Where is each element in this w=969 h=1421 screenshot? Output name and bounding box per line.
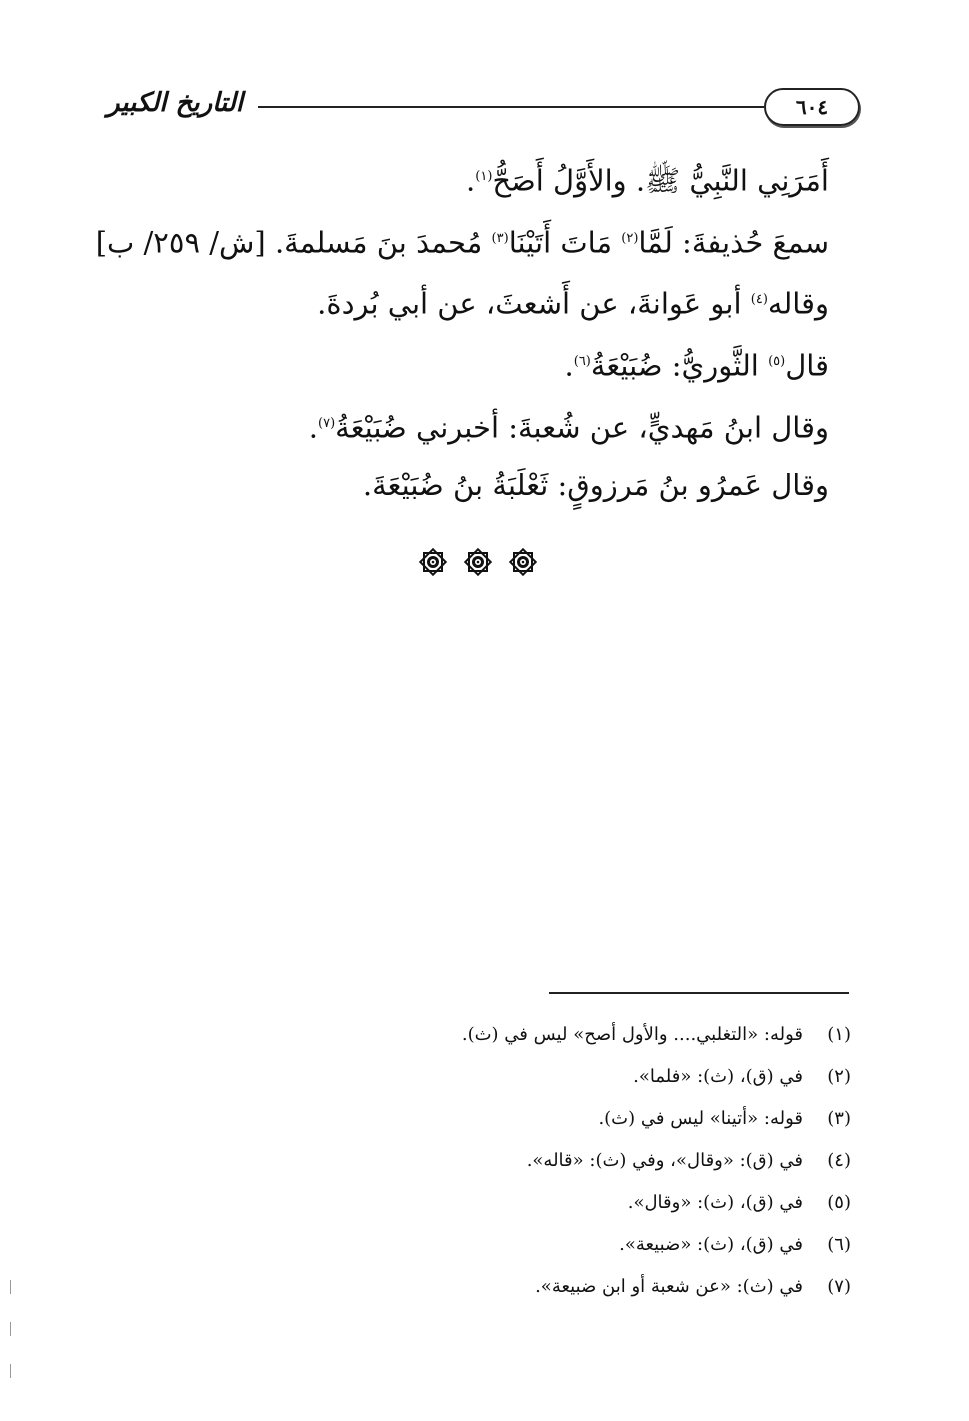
footnote-separator bbox=[549, 992, 849, 994]
footnote-marker: (٤) bbox=[750, 292, 768, 308]
text-segment: وقال عَمرُو بنُ مَرزوقٍ: ثَعْلَبَةُ بنُ ضُبَيْعَةَ. bbox=[362, 468, 829, 503]
footnote-marker: (٣) bbox=[491, 230, 509, 246]
text-segment: . bbox=[466, 163, 476, 198]
footnote-item bbox=[251, 1266, 851, 1308]
running-header bbox=[100, 88, 860, 138]
footnote-marker: (١) bbox=[475, 169, 493, 184]
footnote-text: في (ق)، (ث): «فلما». bbox=[633, 1066, 803, 1087]
page-number: ٦٠٤ bbox=[764, 88, 860, 126]
footnote-text: في (ق)، (ث): «ضبيعة». bbox=[619, 1234, 803, 1255]
book-title: التاريخ الكبير bbox=[106, 88, 244, 118]
footnote-text: قوله: «أتينا» ليس في (ث). bbox=[598, 1108, 803, 1129]
text-segment: مُحمدَ بنَ مَسلمةَ. [ش/ ٢٥٩/ ب] bbox=[95, 225, 492, 260]
floral-star-ornament-icon bbox=[508, 547, 538, 577]
margin-marks bbox=[10, 1280, 14, 1420]
text-segment: أَمَرَنِي النَّبِيُّ ﷺ. والأَوَّلُ أَصَحُّ bbox=[492, 163, 829, 198]
footnote-item bbox=[251, 1056, 851, 1098]
text-segment: قال bbox=[785, 348, 829, 383]
footnote-number: (٣) bbox=[827, 1108, 851, 1129]
footnote-number: (٤) bbox=[827, 1150, 851, 1171]
footnote-text: في (ق)، (ث): «وقال». bbox=[627, 1192, 803, 1213]
footnote-number: (٧) bbox=[827, 1276, 851, 1297]
text-segment: . bbox=[308, 410, 318, 445]
footnote-text: قوله: «التغلبي.... والأول أصح» ليس في (ث). bbox=[461, 1024, 803, 1045]
footnote-item bbox=[251, 1224, 851, 1266]
footnote-number: (٥) bbox=[827, 1192, 851, 1213]
footnote-number: (٢) bbox=[827, 1066, 851, 1087]
text-segment: وقال ابنُ مَهديٍّ، عن شُعبةَ: أخبرني ضُبَيْعَةُ bbox=[335, 410, 829, 445]
text-line bbox=[95, 210, 829, 272]
footnote-item bbox=[251, 1140, 851, 1182]
text-segment: الثَّوريُّ: ضُبَيْعَةُ bbox=[590, 348, 769, 383]
text-line bbox=[149, 148, 829, 210]
text-segment: أبو عَوانةَ، عن أَشعثَ، عن أبي بُردةَ. bbox=[317, 286, 751, 321]
footnote-marker: (٧) bbox=[318, 415, 336, 431]
footnote-marker: (٦) bbox=[573, 353, 591, 369]
text-segment: . bbox=[564, 348, 574, 383]
text-line bbox=[149, 271, 829, 333]
floral-star-ornament-icon bbox=[418, 547, 448, 577]
text-line bbox=[149, 456, 829, 514]
footnote-text: في (ث): «عن شعبة أو ابن ضبيعة». bbox=[535, 1276, 803, 1297]
footnote-item bbox=[251, 1098, 851, 1140]
footnote-item bbox=[251, 1014, 851, 1056]
footnote-marker: (٥) bbox=[768, 353, 786, 369]
main-text bbox=[95, 148, 829, 514]
text-segment: وقاله bbox=[767, 286, 829, 321]
footnote-text: في (ق): «وقال»، وفي (ث): «قاله». bbox=[526, 1150, 803, 1171]
text-line bbox=[149, 395, 829, 457]
footnote-number: (١) bbox=[827, 1024, 851, 1045]
section-ornaments bbox=[418, 542, 538, 582]
floral-star-ornament-icon bbox=[463, 547, 493, 577]
header-rule bbox=[258, 106, 764, 108]
footnote-number: (٦) bbox=[827, 1234, 851, 1255]
text-line bbox=[149, 333, 829, 395]
footnotes bbox=[251, 1014, 851, 1308]
text-segment: مَاتَ أَتَيْنَا bbox=[508, 225, 622, 260]
footnote-marker: (٢) bbox=[621, 230, 639, 246]
footnote-item bbox=[251, 1182, 851, 1224]
text-segment: سمعَ حُذيفةَ: لَمَّا bbox=[638, 225, 829, 260]
